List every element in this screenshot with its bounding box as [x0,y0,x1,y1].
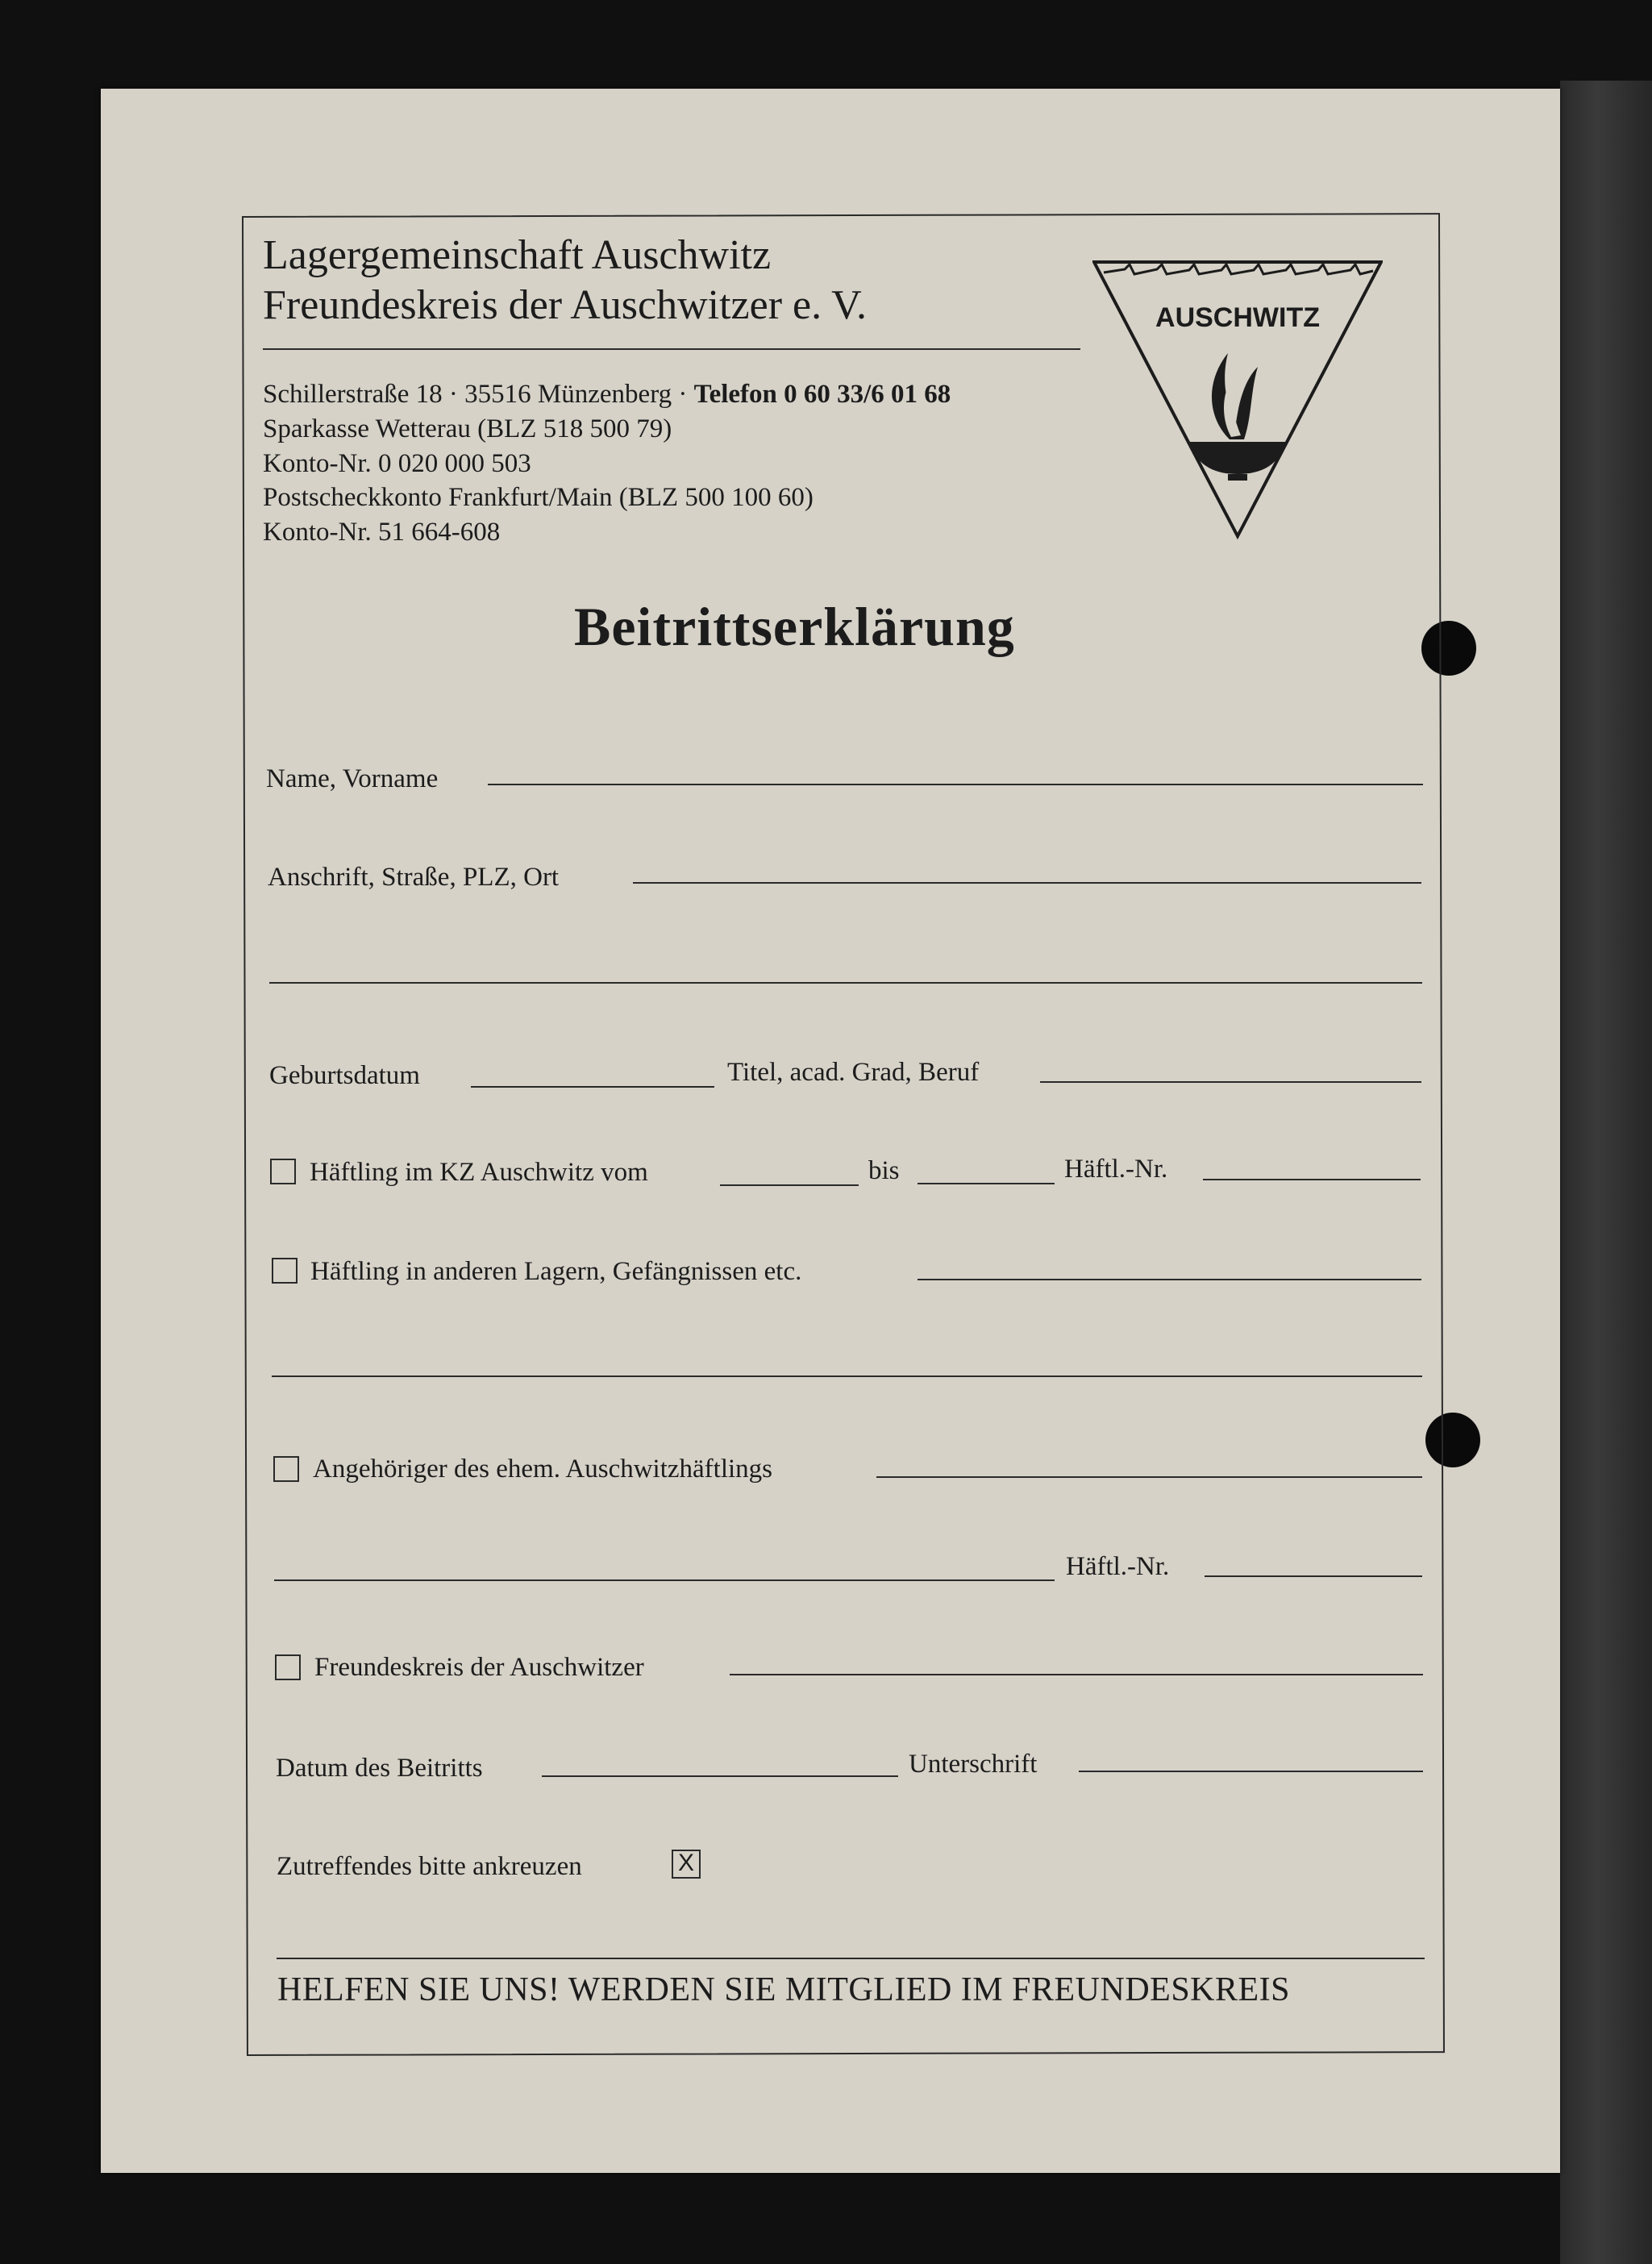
name-label: Name, Vorname [266,764,439,793]
birthdate-field[interactable] [471,1086,714,1088]
address-field-line2[interactable] [269,982,1422,984]
profession-label: Titel, acad. Grad, Beruf [727,1058,980,1087]
join-date-label: Datum des Beitritts [276,1754,483,1783]
profession-field[interactable] [1040,1081,1421,1083]
prisoner-until-field[interactable] [918,1183,1055,1184]
friends-label: Freundeskreis der Auschwitzer [314,1653,644,1682]
relative-prisoner-number-field[interactable] [1205,1575,1422,1577]
prisoner-number-field[interactable] [1203,1179,1421,1180]
prisoner-auschwitz-checkbox[interactable] [270,1159,296,1184]
address-label: Anschrift, Straße, PLZ, Ort [268,863,560,892]
name-field[interactable] [488,784,1423,785]
relative-name-field[interactable] [274,1579,1055,1581]
check-example-box: X [672,1850,701,1879]
friends-checkbox[interactable] [275,1654,301,1680]
prisoner-number-label: Häftl.-Nr. [1064,1155,1168,1184]
relative-label: Angehöriger des ehem. Auschwitzhäftlings [313,1455,773,1484]
signature-field[interactable] [1079,1771,1423,1772]
friends-field[interactable] [730,1674,1423,1675]
address-line [263,377,951,411]
prisoner-from-field[interactable] [720,1184,859,1186]
address-phone: Telefon 0 60 33/6 01 68 [693,380,951,409]
check-hint-label: Zutreffendes bitte ankreuzen [277,1852,582,1881]
flame-bowl-icon [1189,353,1286,481]
join-date-field[interactable] [542,1775,898,1777]
prisoner-other-label: Häftling in anderen Lagern, Gefängnissen etc. [310,1257,802,1286]
logo-text: AUSCHWITZ [1155,302,1320,333]
relative-checkbox[interactable] [273,1456,299,1482]
account1-line: Konto-Nr. 0 020 000 503 [263,449,531,478]
bank1-line: Sparkasse Wetterau (BLZ 518 500 79) [263,414,672,443]
until-label: bis [868,1156,900,1185]
relative-prisoner-number-label: Häftl.-Nr. [1066,1552,1170,1581]
org-name-line2: Freundeskreis der Auschwitzer e. V. [263,282,868,328]
prisoner-other-field[interactable] [918,1279,1421,1280]
footer-slogan: HELFEN SIE UNS! WERDEN SIE MITGLIED IM FREUNDESKREIS [277,1971,1291,2008]
relative-field[interactable] [876,1476,1422,1478]
form-title: Beitrittserklärung [574,596,1015,657]
birthdate-label: Geburtsdatum [269,1061,420,1090]
header-rule [263,348,1080,350]
address-field[interactable] [633,882,1421,884]
prisoner-other-checkbox[interactable] [272,1258,298,1284]
signature-label: Unterschrift [909,1750,1038,1779]
footer-rule [277,1958,1425,1959]
address-street: Schillerstraße 18 · 35516 Münzenberg · [263,380,694,409]
account2-line: Konto-Nr. 51 664-608 [263,518,501,547]
bank2-line: Postscheckkonto Frankfurt/Main (BLZ 500 100 60) [263,483,814,512]
auschwitz-logo [1092,258,1383,540]
background-strip [1560,81,1652,2264]
barbed-wire-icon [1104,264,1373,274]
prisoner-other-field-line2[interactable] [272,1375,1422,1377]
prisoner-auschwitz-label: Häftling im KZ Auschwitz vom [310,1158,648,1187]
org-name-line1: Lagergemeinschaft Auschwitz [263,232,772,278]
